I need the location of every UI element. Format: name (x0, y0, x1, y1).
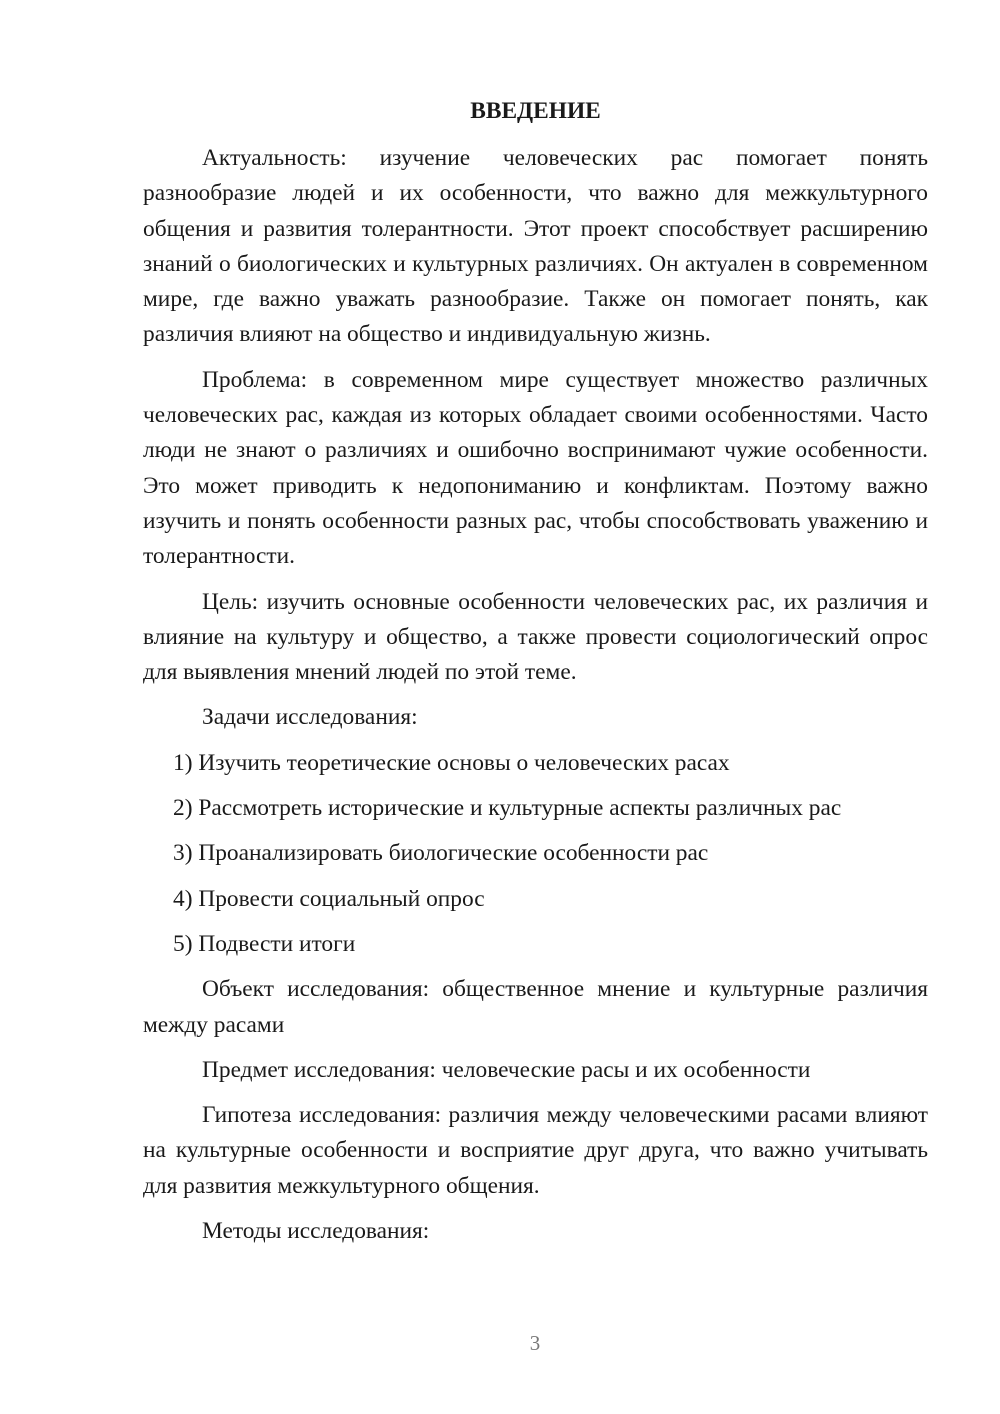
list-item: 1) Изучить теоретические основы о человеческих расах (173, 749, 730, 776)
object-paragraph: Объект исследования: общественное мнение и культурные различия между расами (143, 976, 928, 1038)
tasks-list (143, 746, 928, 962)
tasks-title: Задачи исследования: (202, 704, 418, 731)
goal-paragraph: Цель: изучить основные особенности человеческих рас, их различия и влияние на культуру и общество, а также провести социологический опрос для выявления мнений людей по этой теме. (143, 588, 928, 686)
list-item: 5) Подвести итоги (173, 930, 356, 957)
problem-paragraph: Проблема: в современном мире существует множество различных человеческих рас, каждая из которых обладает своими особенностями. Часто люди не знают о различиях и ошибочно воспринимают чужие особенности. Это может приводить к недопониманию и конфликтам. Поэтому важно изучить и понять особенности разных рас, чтобы способствовать уважению и толерантности. (143, 366, 928, 570)
list-item: 2) Рассмотреть исторические и культурные аспекты различных рас (173, 795, 842, 822)
section-heading: ВВЕДЕНИЕ (470, 98, 601, 124)
list-item: 4) Провести социальный опрос (173, 885, 485, 912)
page-content (143, 94, 928, 1259)
page-number: 3 (529, 1331, 541, 1355)
methods-title: Методы исследования: (202, 1218, 430, 1245)
relevance-paragraph: Актуальность: изучение человеческих рас помогает понять разнообразие людей и их особенности, что важно для межкультурного общения и развития толерантности. Этот проект способствует расширению знаний о биологических и культурных различиях. Он актуален в современном мире, где важно уважать разнообразие. Также он помогает понять, как различия влияют на общество и индивидуальную жизнь. (143, 145, 928, 348)
list-item: 3) Проанализировать биологические особенности рас (173, 840, 709, 867)
hypothesis-paragraph: Гипотеза исследования: различия между человеческими расами влияют на культурные особенности и восприятие друг друга, что важно учитывать для развития межкультурного общения. (143, 1102, 928, 1199)
subject-paragraph: Предмет исследования: человеческие расы и их особенности (202, 1056, 811, 1083)
